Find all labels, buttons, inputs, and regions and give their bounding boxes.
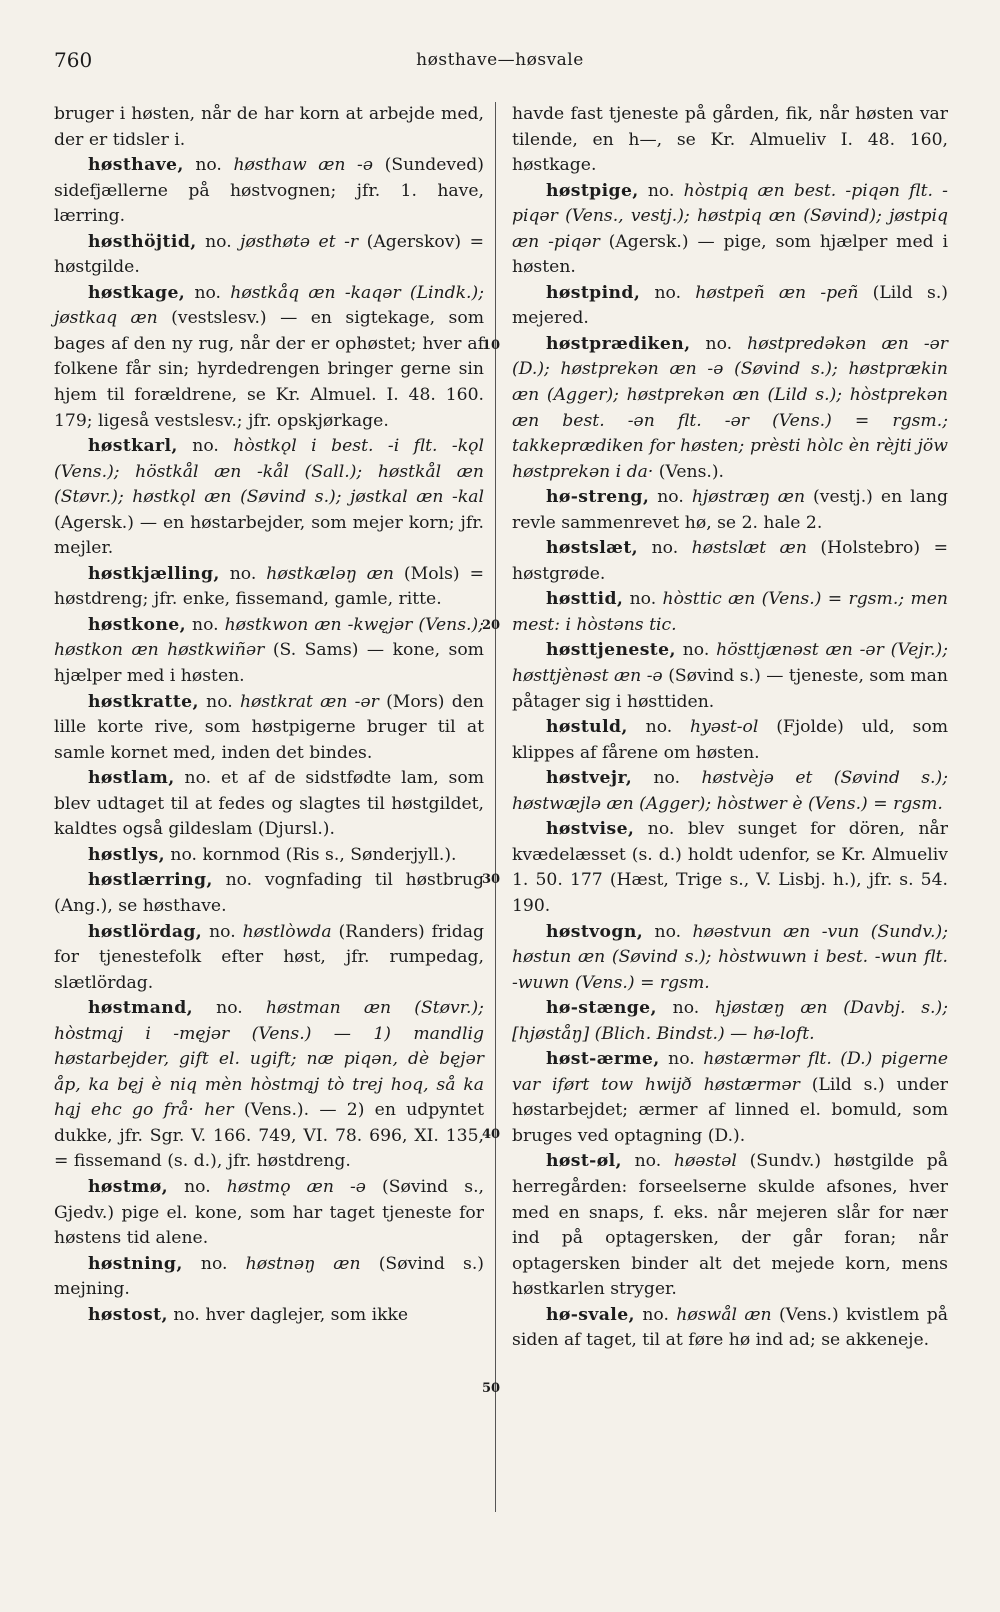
dictionary-entry — [54, 843, 484, 869]
headword: høstvise, — [546, 819, 635, 840]
entry-text: (vestslesv.) — en sigtekage, som bages af den ny rug, når der er ophøstet; hver af folkene får sin; hyrdedrengen bringer gerne sin hjem til forældrene, se Kr. Almuel. I. 48. 160. 179; ligeså vestslesv.; jfr. opskjørkage. — [54, 308, 484, 431]
headword: høstost, — [88, 1304, 168, 1325]
dialect-form: høstkwon æn -kwęjər (Vens.); høstkon æn høstkwiñər — [54, 614, 484, 661]
entry-text: no. — [653, 768, 702, 789]
entry-text: (Lild s.) under høstarbejdet; ærmer af linned el. bomuld, som bruges ved optagning (D.). — [512, 1074, 948, 1146]
dictionary-entry — [54, 153, 484, 230]
entry-text: (Randers) fridag for tjenestefolk efter høst, jfr. rumpedag, slætlördag. — [54, 921, 484, 993]
dialect-form: høstpeñ æn -peñ — [695, 282, 859, 303]
dictionary-entry — [512, 638, 948, 715]
dialect-form: høəstvun æn -vun (Sundv.); høstun æn (Søvind s.); hòstwuwn i best. -wun flt. -wuwn (Vens.) = rgsm. — [512, 921, 949, 993]
entry-text: no. — [195, 155, 234, 176]
dialect-form: høstkæləŋ æn — [266, 563, 394, 584]
headword: høsttjeneste, — [546, 640, 676, 661]
entry-text: (Mors) den lille korte rive, som høstpigerne bruger til at samle kornet med, inden det bindes. — [54, 691, 484, 763]
entry-text: bruger i høsten, når de har korn at arbejde med, der er tidsler i. — [54, 104, 484, 150]
right-column — [512, 102, 948, 1354]
dialect-form: høstmǫ æn -ə — [226, 1176, 366, 1197]
entry-text: (Vens.) kvistlem på siden af taget, til at føre hø ind ad; se akkeneje. — [512, 1304, 949, 1351]
running-head: høsthave—høsvale — [416, 50, 584, 70]
dialect-form: høstslæt æn — [691, 538, 807, 559]
dictionary-entry — [54, 766, 484, 843]
dictionary-entry — [512, 1303, 948, 1354]
entry-text: no. — [642, 1304, 677, 1325]
line-number: 40 — [482, 1127, 501, 1142]
dictionary-entry — [512, 817, 948, 919]
entry-text: (Fjolde) uld, som klippes af fårene om høsten. — [512, 717, 949, 763]
headword: høsthave, — [88, 155, 184, 176]
entry-text: (Søvind s.) — tjeneste, som man påtager sig i høsttiden. — [512, 666, 948, 712]
headword: høstkage, — [88, 282, 186, 303]
entry-text: no. — [216, 998, 266, 1019]
headword: høstvogn, — [546, 921, 644, 942]
dialect-form: høswål æn — [676, 1304, 772, 1325]
dialect-form: høsthaw æn -ə — [233, 155, 374, 176]
entry-text: no. hver daglejer, som ikke — [173, 1304, 409, 1325]
dictionary-entry — [54, 920, 484, 997]
entry-text: no. — [668, 1049, 704, 1070]
headword: høst-ærme, — [546, 1049, 660, 1070]
dialect-form: hòstkǫl i best. -i flt. -kǫl (Vens.); höstkål æn -kål (Sall.); høstkål æn (Støvr.); høstkǫl æn (Søvind s.); jøstkal æn -kal — [54, 436, 484, 508]
line-number: 20 — [482, 618, 501, 633]
headword: høstkjælling, — [88, 563, 220, 584]
page-header — [0, 48, 1000, 76]
dictionary-entry — [512, 587, 948, 638]
entry-text: (Lild s.) mejered. — [512, 282, 948, 329]
headword: høstkone, — [88, 614, 186, 635]
entry-text: no. — [192, 614, 225, 635]
dialect-form: høəstəl — [673, 1151, 737, 1172]
dictionary-entry — [512, 715, 948, 766]
entry-text: no. — [645, 717, 691, 738]
dialect-form: hyəst-ol — [690, 717, 759, 738]
dictionary-entry — [512, 281, 948, 332]
entry-text: (Søvind s.) mejning. — [54, 1253, 484, 1300]
entry-text: no. — [206, 691, 240, 712]
dictionary-entry — [512, 179, 948, 281]
dictionary-entry — [54, 1175, 484, 1252]
dictionary-entry — [512, 485, 948, 536]
entry-text: no. vognfading til høstbrug (Ang.), se høsthave. — [54, 870, 484, 916]
left-column — [54, 102, 484, 1328]
headword: høstkratte, — [88, 691, 199, 712]
line-number: 10 — [482, 338, 501, 353]
dictionary-entry — [54, 690, 484, 767]
entry-text: (Sundv.) høstgilde på herregården: forseelserne skulde afsones, hver med en snaps, f. eks. når mejeren slår for nær ind på optagersken, der går foran; når optagersken binder alt det mejede korn, mens høstkarlen stryger. — [512, 1151, 948, 1300]
entry-text: (Agerskov) = høstgilde. — [54, 231, 485, 278]
entry-text: no. — [705, 333, 748, 354]
dictionary-entry — [54, 1303, 484, 1329]
headword: hø-stænge, — [546, 998, 657, 1019]
dialect-form: hösttjænəst æn -ər (Vejr.); høsttjènəst æn -ə — [512, 640, 949, 687]
headword: høstlam, — [88, 768, 175, 789]
headword: høstning, — [88, 1253, 183, 1274]
headword: høst-øl, — [546, 1151, 622, 1172]
entry-text: (Agersk.) — pige, som hjælper med i høsten. — [512, 231, 948, 278]
entry-text: no. kornmod (Ris s., Sønderjyll.). — [170, 844, 457, 865]
dialect-form: jøsthøtə et -r — [240, 231, 359, 252]
entry-text: (Agersk.) — en høstarbejder, som mejer korn; jfr. mejler. — [54, 512, 484, 559]
dialect-form: høstkåq æn -kaqər (Lindk.); jøstkaq æn — [54, 282, 484, 329]
headword: høstkarl, — [88, 436, 178, 457]
entry-text: havde fast tjeneste på gården, fik, når høsten var tilende, en h—, se Kr. Almueliv I. 48. 160, høstkage. — [512, 104, 948, 176]
entry-text: no. — [205, 231, 241, 252]
entry-text: no. — [229, 563, 267, 584]
entry-text: (Sundeved) sidefjællerne på høstvognen; jfr. 1. have, lærring. — [54, 155, 484, 227]
entry-continuation — [54, 102, 484, 153]
dictionary-entry — [54, 613, 484, 690]
dialect-form: høstærmər flt. (D.) pigerne var iført tow hwijð høstærmər — [512, 1049, 948, 1095]
dictionary-entry — [54, 434, 484, 562]
page-number: 760 — [54, 48, 93, 72]
headword: høstprædiken, — [546, 333, 691, 354]
entry-text: no. — [634, 1151, 674, 1172]
dialect-form: hjøstræŋ æn — [691, 487, 806, 508]
dictionary-entry — [512, 1047, 948, 1149]
column-divider — [495, 102, 496, 1512]
entry-text: (Vens.). — [653, 461, 725, 482]
headword: høstmand, — [88, 998, 193, 1019]
dictionary-entry — [512, 766, 948, 817]
entry-text: no. blev sunget for dören, når kvædelæsset (s. d.) holdt udenfor, se Kr. Almueliv 1. 50. 177 (Hæst, Trige s., V. Lisbj. h.), jfr. s. 54. 190. — [512, 819, 948, 916]
entry-text: (Holstebro) = høstgrøde. — [512, 538, 948, 584]
headword: hø-svale, — [546, 1304, 635, 1325]
dictionary-entry — [54, 562, 484, 613]
headword: høsttid, — [546, 589, 624, 610]
dictionary-entry — [54, 868, 484, 919]
dictionary-entry — [512, 332, 948, 485]
entry-text: no. — [629, 589, 663, 610]
line-number: 30 — [482, 872, 501, 887]
dictionary-entry — [512, 920, 948, 997]
dialect-form: hjøstæŋ æn (Davbj. s.); [hjøståŋ] (Blich. Bindst.) — hø-loft. — [512, 998, 948, 1044]
entry-text: (Mols) = høstdreng; jfr. enke, fissemand, gamle, ritte. — [54, 563, 484, 610]
entry-text: no. — [192, 436, 234, 457]
entry-text: (vestj.) en lang revle sammenrevet hø, se 2. hale 2. — [512, 487, 948, 533]
headword: høstslæt, — [546, 538, 639, 559]
headword: høsthöjtid, — [88, 231, 197, 252]
dialect-form: høstlòwda — [242, 921, 332, 942]
dictionary-entry — [54, 1252, 484, 1303]
entry-text: no. — [209, 921, 243, 942]
dictionary-entry — [54, 230, 484, 281]
headword: høstpind, — [546, 282, 641, 303]
entry-text: no. et af de sidstfødte lam, som blev udtaget til at fedes og slagtes til høstgildet, kaldtes også gildeslam (Djursl.). — [54, 768, 484, 840]
dictionary-entry — [54, 281, 484, 434]
entry-text: no. — [654, 282, 696, 303]
dictionary-entry — [512, 996, 948, 1047]
dialect-form: høstpredəkən æn -ər (D.); høstprekən æn -ə (Søvind s.); høstprækin æn (Agger); høstprekən æn (Lild s.); hòstprekən æn best. -ən flt. -ər (Vens.) = rgsm.; takkeprædiken for høsten; prèsti hòlc èn rèjti jöw høstprekən i da· — [512, 333, 949, 482]
dialect-form: høstman æn (Støvr.); hòstmąj i -męjər (Vens.) — 1) mandlig høstarbejder, gift el. ugift; næ piqən, dè bęjər åp, ka bęj è niq mèn hòstmąj tò trej hoq, så ka hąj ehc go frå· her — [54, 998, 484, 1121]
entry-text: no. — [200, 1253, 246, 1274]
entry-text: no. — [657, 487, 692, 508]
headword: høstmø, — [88, 1176, 169, 1197]
dialect-form: høstnəŋ æn — [245, 1253, 361, 1274]
headword: høstvejr, — [546, 768, 633, 789]
entry-text: no. — [184, 1176, 227, 1197]
entry-text: (S. Sams) — kone, som hjælper med i høsten. — [54, 640, 484, 687]
entry-text: no. — [651, 538, 692, 559]
dialect-form: hòstpiq æn best. -piqən flt. -piqər (Vens., vestj.); høstpiq æn (Søvind); jøstpiq æn -piqər — [512, 180, 948, 252]
headword: høstuld, — [546, 717, 628, 738]
entry-text: no. — [647, 180, 684, 201]
headword: høstlys, — [88, 844, 165, 865]
entry-text: no. — [672, 998, 715, 1019]
dialect-form: høstvèjə et (Søvind s.); høstwæjlə æn (Agger); hòstwer è (Vens.) = rgsm. — [512, 768, 949, 814]
headword: høstpige, — [546, 180, 639, 201]
entry-text: no. — [682, 640, 717, 661]
entry-text: (Vens.). — 2) en udpyntet dukke, jfr. Sgr. V. 166. 749, VI. 78. 696, XI. 135, = fissemand (s. d.), jfr. høstdreng. — [54, 1100, 484, 1172]
entry-text: no. — [194, 282, 231, 303]
entry-continuation — [512, 102, 948, 179]
headword: høstlærring, — [88, 870, 213, 891]
headword: hø-streng, — [546, 487, 650, 508]
entry-text: (Søvind s., Gjedv.) pige el. kone, som har taget tjeneste for høstens tid alene. — [54, 1176, 485, 1249]
dialect-form: høstkrat æn -ər — [239, 691, 379, 712]
line-number: 50 — [482, 1381, 501, 1396]
dictionary-entry — [512, 1149, 948, 1302]
dictionary-entry — [54, 996, 484, 1175]
entry-text: no. — [654, 921, 693, 942]
dictionary-entry — [512, 536, 948, 587]
headword: høstlördag, — [88, 921, 203, 942]
dialect-form: hòsttic æn (Vens.) = rgsm.; men mest: i hòstəns tic. — [512, 589, 948, 635]
